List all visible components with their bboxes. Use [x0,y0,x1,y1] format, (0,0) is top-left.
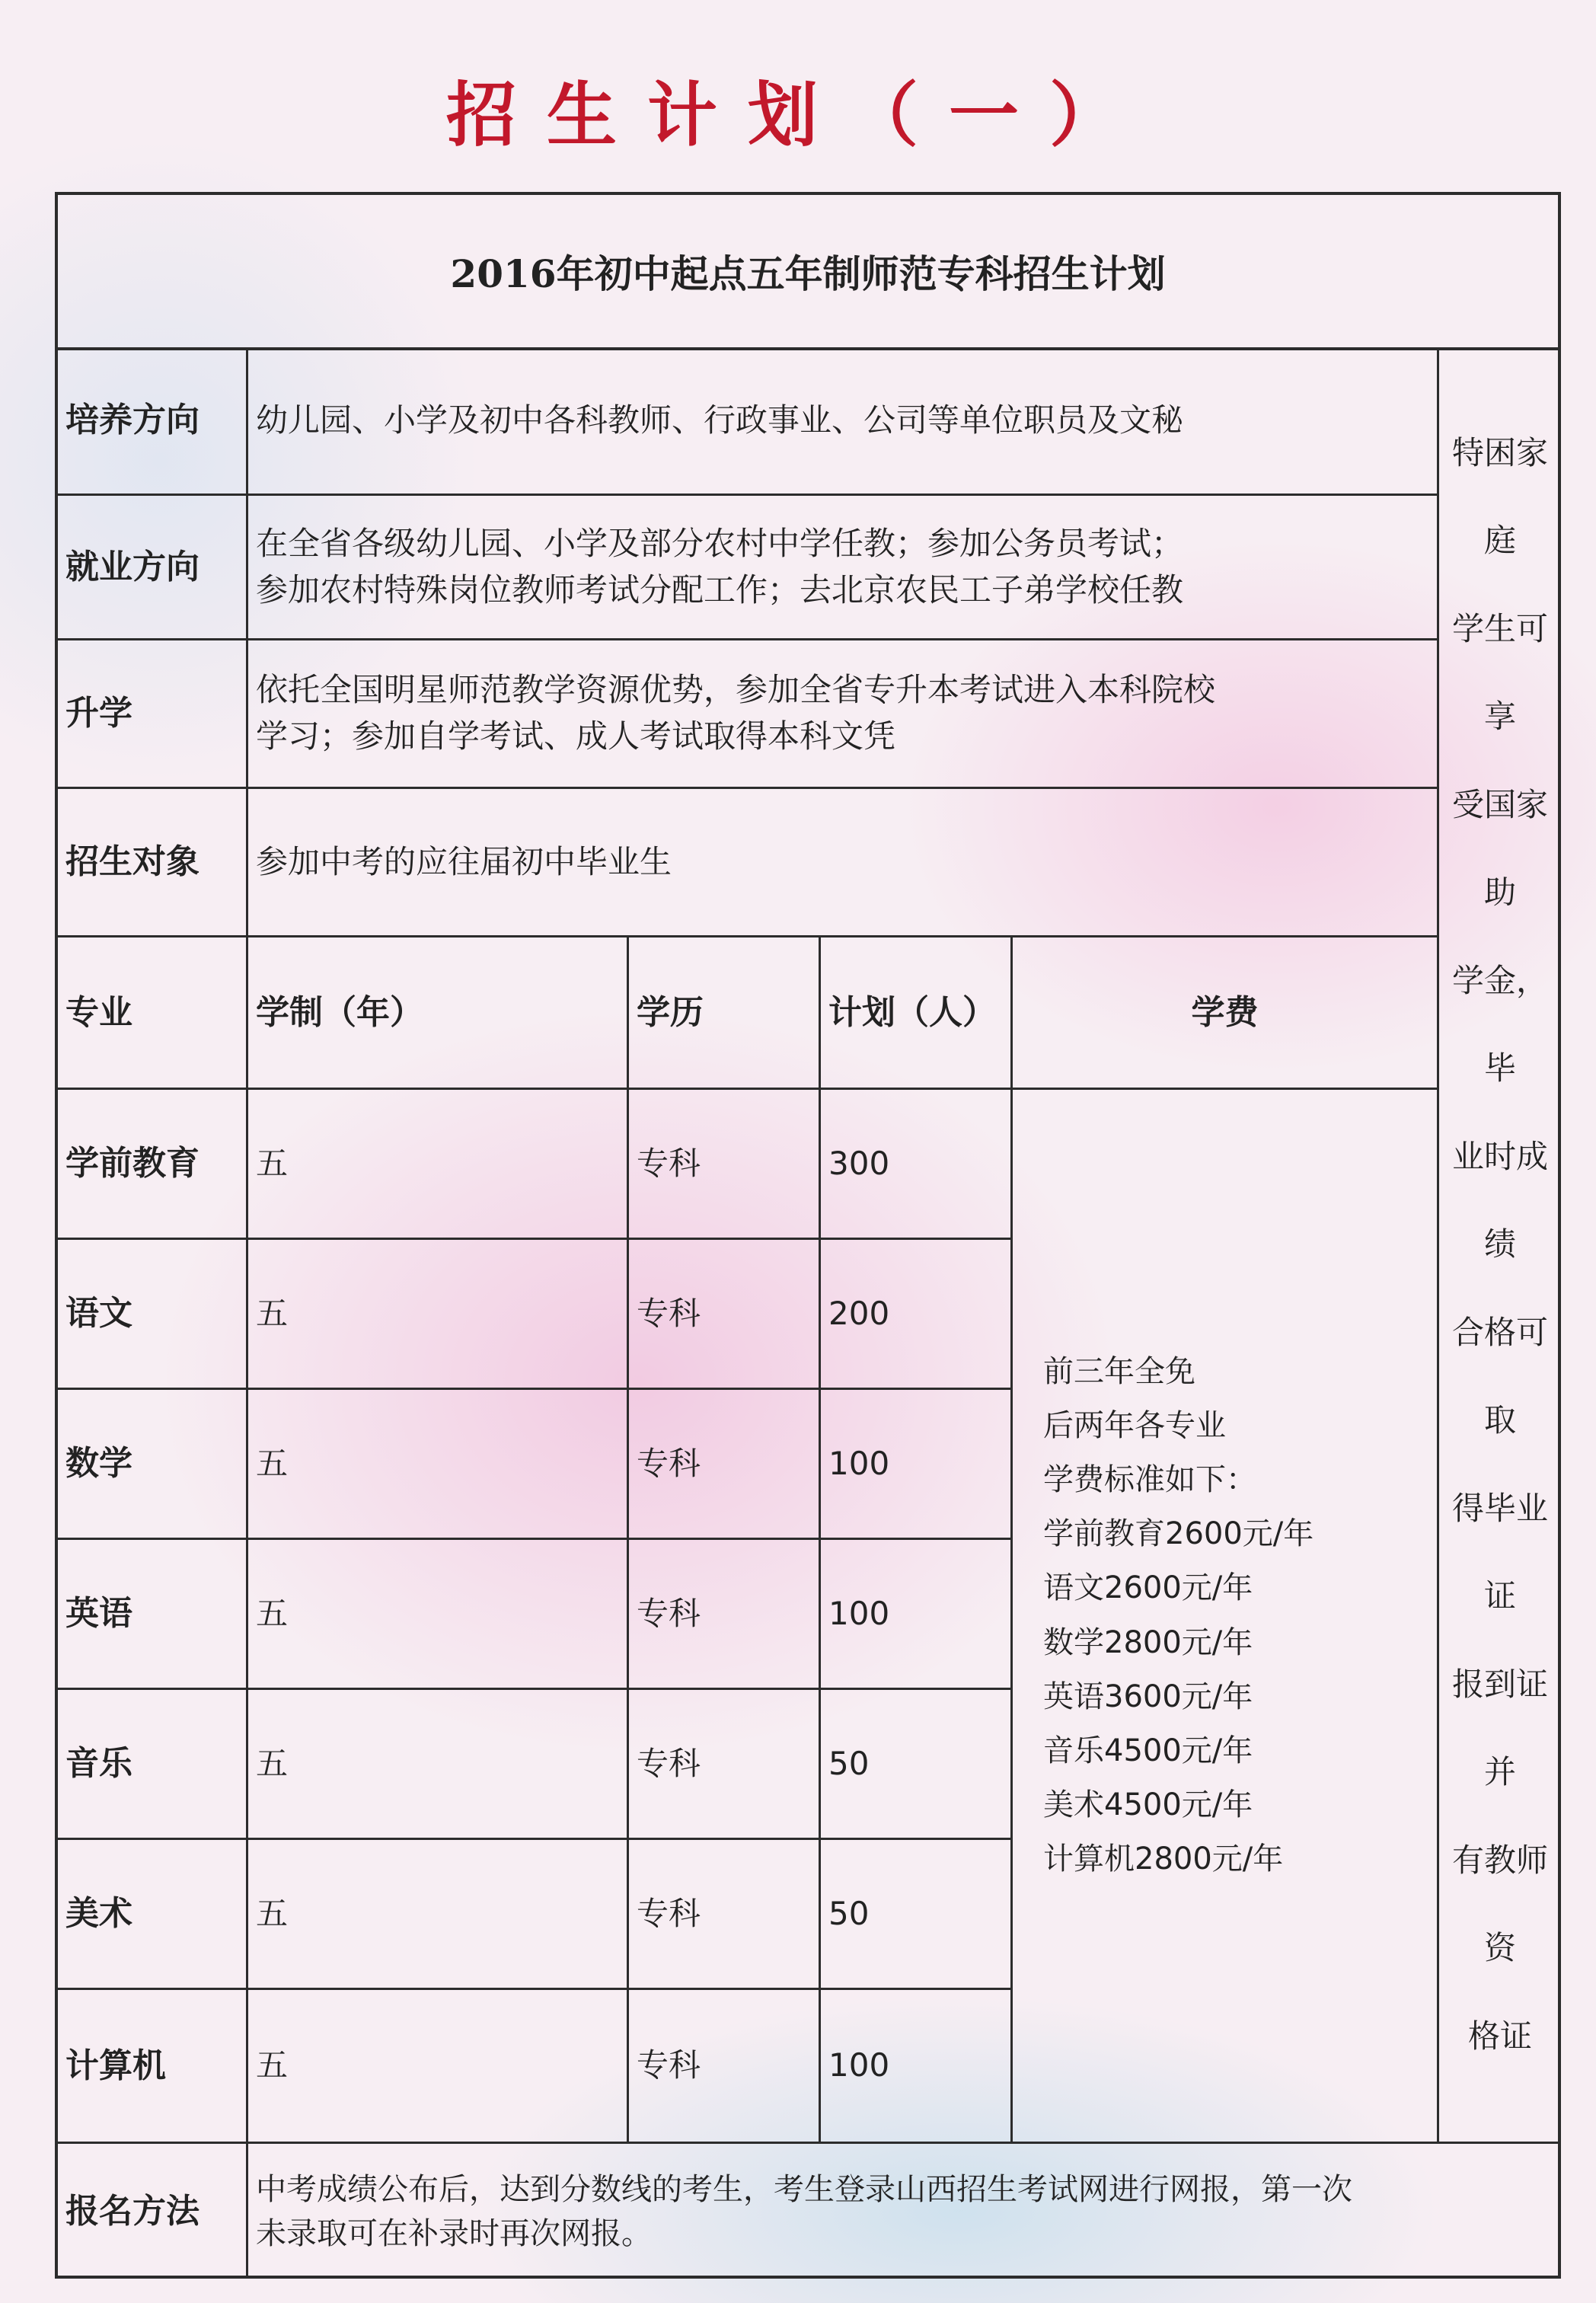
major-name: 数学 [58,1390,248,1540]
major-plan: 300 [821,1090,1013,1240]
target-label: 招生对象 [58,789,248,937]
header-years: 学制（年） [248,937,629,1090]
target-value: 参加中考的应往届初中毕业生 [248,789,1439,937]
major-name: 语文 [58,1240,248,1390]
fee-line: 数学2800元/年 [1043,1624,1253,1660]
employment-label: 就业方向 [58,496,248,640]
major-name: 学前教育 [58,1090,248,1240]
further-study-line-1: 依托全国明星师范教学资源优势，参加全省专升本考试进入本科院校 [256,671,1216,709]
major-degree: 专科 [629,1990,821,2144]
major-plan: 50 [821,1840,1013,1990]
fee-line: 音乐4500元/年 [1043,1733,1253,1768]
major-years: 五 [248,1390,629,1540]
employment-value [248,496,1439,640]
registration-value [248,2144,1561,2279]
major-name: 音乐 [58,1690,248,1840]
fee-line: 学前教育2600元/年 [1043,1516,1314,1552]
side-note-line: 得毕业证 [1451,1489,1548,1615]
major-degree: 专科 [629,1840,821,1990]
registration-line-2: 未录取可在补录时再次网报。 [256,2215,652,2251]
fee-line: 前三年全免 [1043,1353,1195,1389]
side-note-line: 学金，毕 [1451,961,1548,1088]
fee-line: 美术4500元/年 [1043,1787,1253,1823]
header-degree: 学历 [629,937,821,1090]
major-degree: 专科 [629,1690,821,1840]
side-note [1439,347,1561,2144]
further-study-value [248,640,1439,789]
side-note-line: 有教师资 [1451,1841,1548,1967]
admission-plan-table [55,192,1561,2279]
major-years: 五 [248,1240,629,1390]
header-major: 专业 [58,937,248,1090]
page-title: 招生计划（一） [445,74,1150,156]
training-label: 培养方向 [58,347,248,496]
side-note-line: 报到证并 [1451,1665,1548,1791]
major-plan: 50 [821,1690,1013,1840]
side-note-line: 学生可享 [1451,609,1548,736]
fee-line: 语文2600元/年 [1043,1570,1253,1606]
header-fee: 学费 [1013,937,1439,1090]
employment-line-1: 在全省各级幼儿园、小学及部分农村中学任教；参加公务员考试； [256,524,1184,562]
major-degree: 专科 [629,1390,821,1540]
side-note-line: 受国家助 [1451,785,1548,912]
major-years: 五 [248,1690,629,1840]
plan-heading: 2016年初中起点五年制师范专科招生计划 [58,195,1558,350]
registration-label: 报名方法 [58,2144,248,2279]
major-degree: 专科 [629,1240,821,1390]
major-years: 五 [248,1990,629,2144]
side-note-line: 业时成绩 [1451,1137,1548,1263]
major-name: 美术 [58,1840,248,1990]
major-years: 五 [248,1540,629,1690]
fee-details [1013,1090,1439,2144]
training-value: 幼儿园、小学及初中各科教师、行政事业、公司等单位职员及文秘 [248,347,1439,496]
major-degree: 专科 [629,1090,821,1240]
major-plan: 100 [821,1390,1013,1540]
further-study-label: 升学 [58,640,248,789]
major-name: 计算机 [58,1990,248,2144]
major-years: 五 [248,1840,629,1990]
major-plan: 200 [821,1240,1013,1390]
major-degree: 专科 [629,1540,821,1690]
fee-line: 后两年各专业 [1043,1407,1226,1443]
registration-line-1: 中考成绩公布后，达到分数线的考生，考生登录山西招生考试网进行网报，第一次 [256,2171,1352,2207]
major-years: 五 [248,1090,629,1240]
fee-line: 计算机2800元/年 [1043,1841,1284,1877]
side-note-line: 合格可取 [1451,1313,1548,1439]
header-plan: 计划（人） [821,937,1013,1090]
employment-line-2: 参加农村特殊岗位教师考试分配工作；去北京农民工子弟学校任教 [256,570,1184,608]
fee-line: 英语3600元/年 [1043,1679,1253,1714]
side-note-line: 特困家庭 [1451,433,1548,560]
major-name: 英语 [58,1540,248,1690]
side-note-line: 格证 [1467,2017,1532,2055]
major-plan: 100 [821,1540,1013,1690]
fee-line: 学费标准如下： [1043,1461,1256,1497]
major-plan: 100 [821,1990,1013,2144]
further-study-line-2: 学习；参加自学考试、成人考试取得本科文凭 [256,717,896,755]
